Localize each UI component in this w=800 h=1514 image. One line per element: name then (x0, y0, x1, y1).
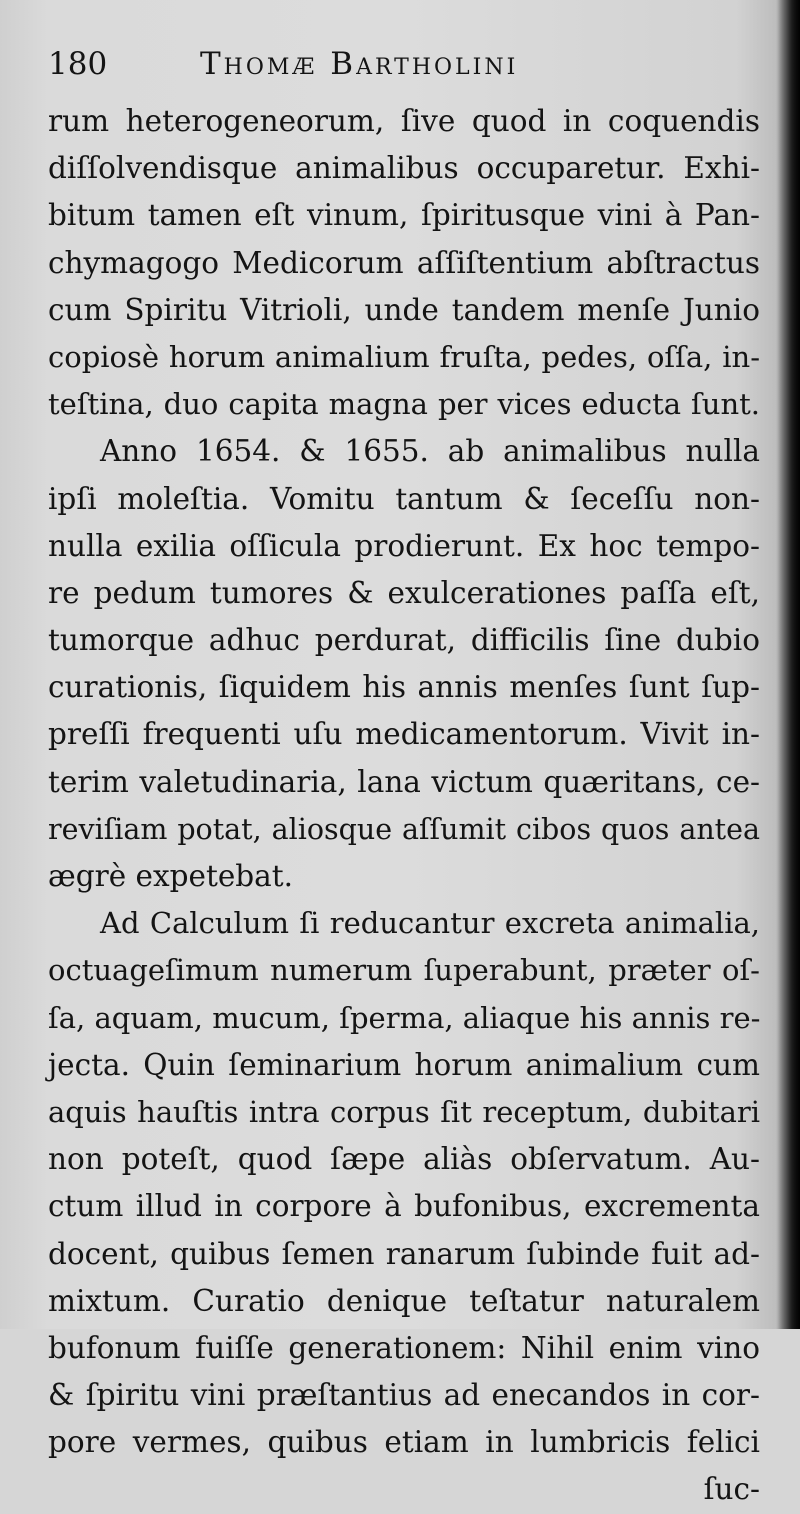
text-line: teſtina, duo capita magna per vices educta ſunt. (48, 387, 760, 422)
text-line: octuageſimum numerum ſuperabunt, præter oſ- (48, 953, 760, 988)
text-line: copiosè horum animalium fruſta, pedes, oſſa, in- (48, 339, 760, 374)
page-edge-shadow (778, 0, 800, 1329)
text-line: ctum illud in corpore à bufonibus, excrementa (48, 1189, 760, 1224)
text-line: nulla exilia oſſicula prodierunt. Ex hoc tempo- (48, 528, 760, 563)
text-line: non poteſt, quod ſæpe aliàs obſervatum. Au- (48, 1142, 760, 1177)
text-line: curationis, ſiquidem his annis menſes ſunt ſup- (48, 670, 760, 705)
page-number: 180 (48, 46, 108, 82)
text-line: ſa, aquam, mucum, ſperma, aliaque his annis re- (48, 1000, 761, 1035)
text-line: bufonum fuiſſe generationem: Nihil enim vino (48, 1330, 760, 1365)
text-line: ægrè expetebat. (48, 859, 294, 893)
body-text (48, 98, 760, 1514)
text-line: tumorque adhuc perdurat, difficilis ſine dubio (48, 623, 760, 658)
text-line: terim valetudinaria, lana victum quæritans, ce- (48, 764, 760, 799)
text-line: rum heterogeneorum, ſive quod in coquendis (48, 104, 760, 138)
text-line: pore vermes, quibus etiam in lumbricis felici (48, 1425, 760, 1460)
text-line: & ſpiritu vini præſtantius ad enecandos in cor- (48, 1378, 760, 1413)
text-line: preſſi frequenti uſu medicamentorum. Vivit in- (48, 717, 760, 752)
text-line: chymagogo Medicorum aſſiſtentium abſtractus (48, 245, 760, 280)
text-line: diſſolvendisque animalibus occuparetur. Exhi- (48, 151, 760, 186)
running-head (48, 40, 648, 88)
text-line: docent, quibus ſemen ranarum ſubinde fuit ad- (48, 1236, 760, 1271)
text-line: jecta. Quin ſeminarium horum animalium cum (48, 1047, 760, 1082)
text-line: reviſiam potat, aliosque aſſumit cibos quos antea (48, 812, 760, 846)
text-line: bitum tamen eſt vinum, ſpiritusque vini à Pan- (48, 198, 760, 233)
text-line: Ad Calculum ſi reducantur excreta animalia, (100, 906, 760, 941)
text-line: re pedum tumores & exulcerationes paſſa eſt, (48, 575, 760, 610)
text-line: cum Spiritu Vitrioli, unde tandem menſe Junio (48, 292, 760, 327)
catchword: ſuc- (703, 1472, 760, 1507)
text-line: Anno 1654. & 1655. ab animalibus nulla (100, 434, 760, 469)
text-line: ipſi moleſtia. Vomitu tantum & ſeceſſu non- (48, 481, 760, 516)
text-line: aquis hauſtis intra corpus ſit receptum, dubitari (48, 1094, 760, 1129)
text-line: mixtum. Curatio denique teſtatur naturalem (48, 1283, 760, 1318)
running-title: Thomæ Bartholini (200, 46, 519, 82)
